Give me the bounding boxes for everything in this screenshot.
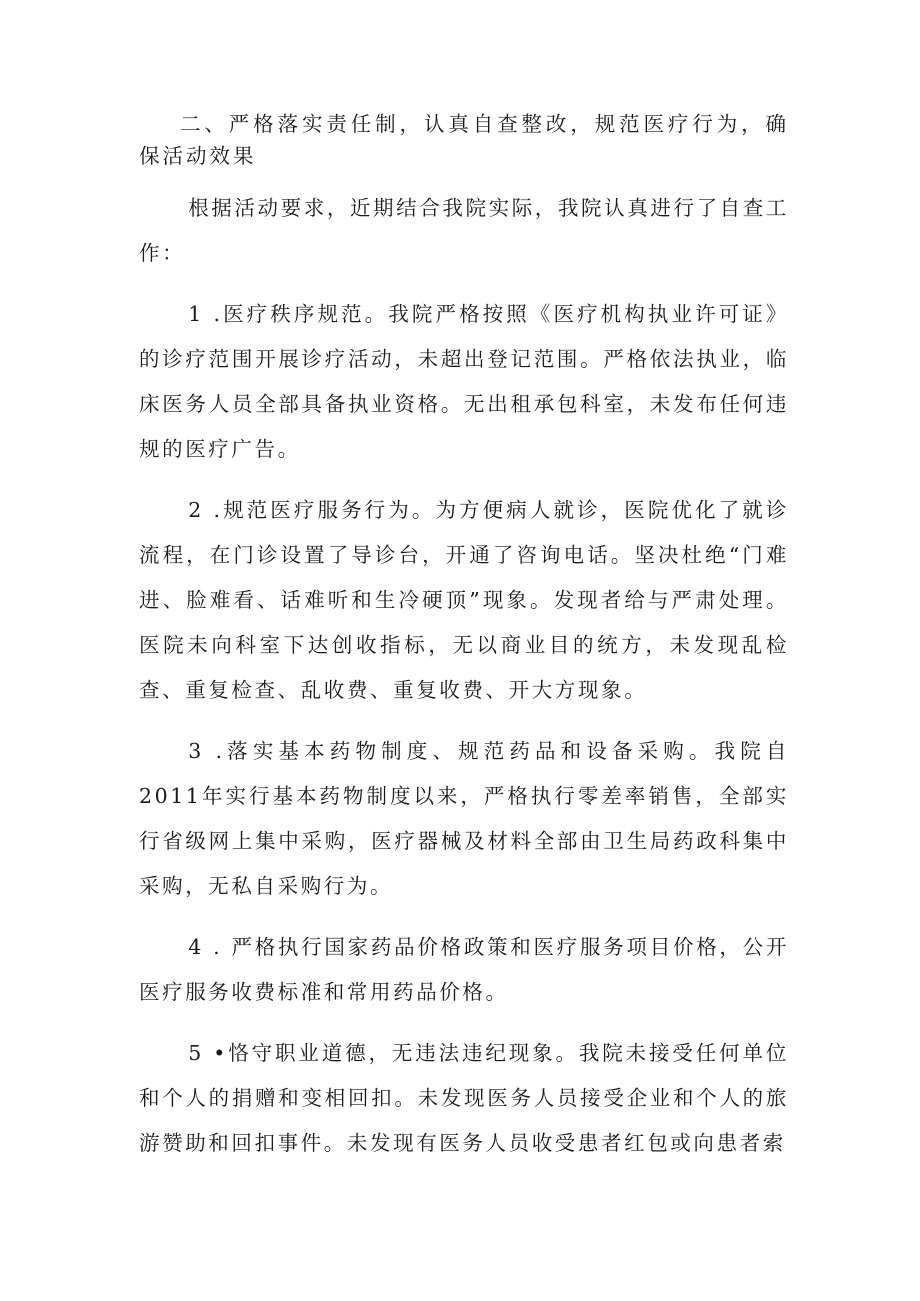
paragraph-item-4: 4 . 严格执行国家药品价格政策和医疗服务项目价格，公开医疗服务收费标准和常用药品价格。 (139, 935, 789, 1004)
paragraph-intro: 根据活动要求，近期结合我院实际，我院认真进行了自查工作： (139, 196, 789, 265)
paragraph-item-3: 3 .落实基本药物制度、规范药品和设备采购。我院自2011年实行基本药物制度以来，严格执行零差率销售，全部实行省级网上集中采购，医疗器械及材料全部由卫生局药政科集中采购，无私自采购行为。 (139, 739, 789, 898)
paragraph-item-2: 2 .规范医疗服务行为。为方便病人就诊，医院优化了就诊流程，在门诊设置了导诊台，开通了咨询电话。坚决杜绝“门难进、脸难看、话难听和生冷硬顶”现象。发现者给与严肃处理。医院未向科室下达创收指标，无以商业目的统方，未发现乱检查、重复检查、乱收费、重复收费、开大方现象。 (139, 498, 789, 702)
section-heading: 二、严格落实责任制，认真自查整改，规范医疗行为，确保活动效果 (139, 112, 789, 168)
paragraph-item-5: 5 •恪守职业道德，无违法违纪现象。我院未接受任何单位和个人的捐赠和变相回扣。未发现医务人员接受企业和个人的旅游赞助和回扣事件。未发现有医务人员收受患者红包或向患者索 (139, 1041, 789, 1155)
document-body (139, 108, 789, 1182)
paragraph-item-1: 1 .医疗秩序规范。我院严格按照《医疗机构执业许可证》的诊疗范围开展诊疗活动，未超出登记范围。严格依法执业，临床医务人员全部具备执业资格。无出租承包科室，未发布任何违规的医疗广告。 (139, 302, 789, 461)
